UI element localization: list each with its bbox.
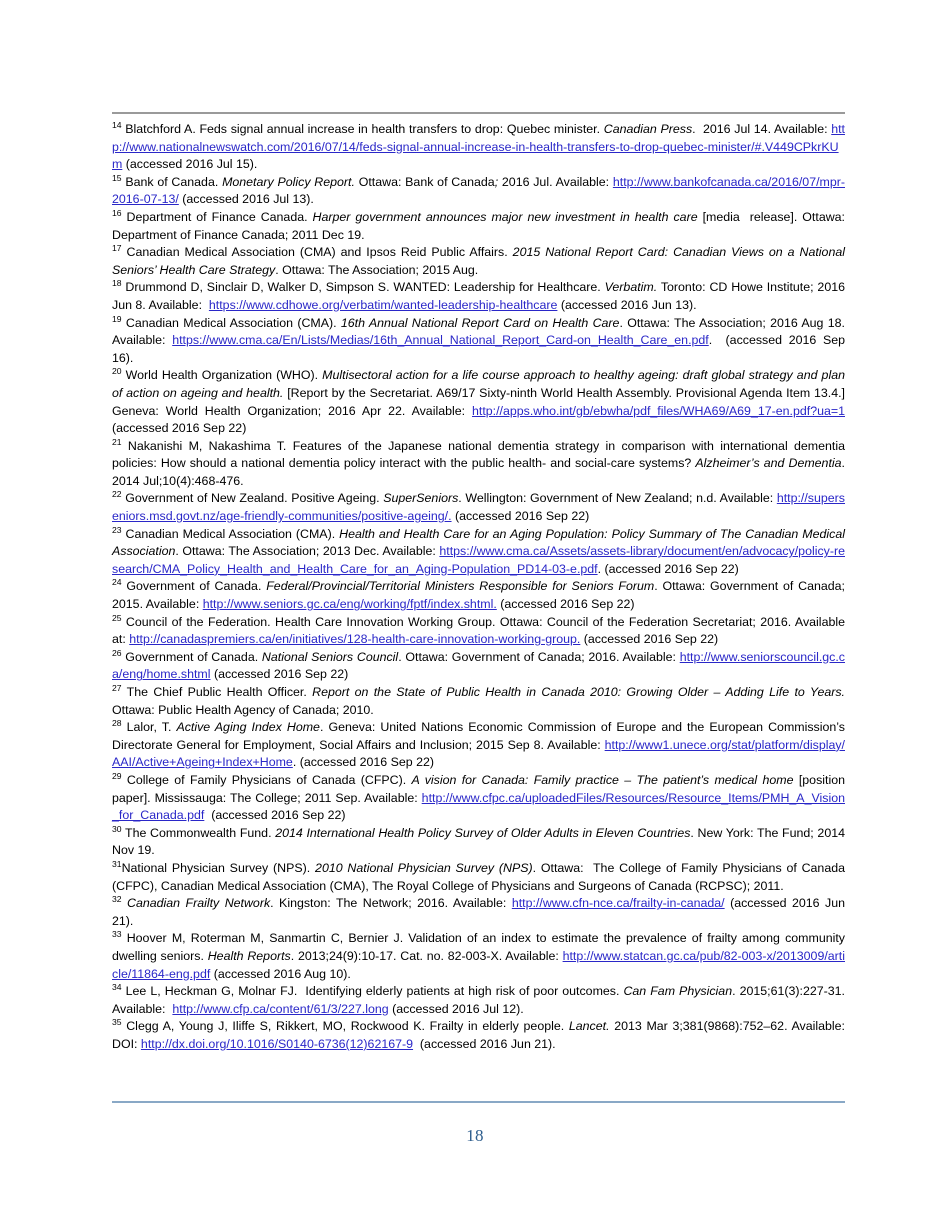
footnote-entry: [112, 1017, 849, 1053]
footnote-text: . (accessed 2016 Sep 16).: [112, 333, 849, 365]
footnote-number: 35: [112, 1017, 122, 1028]
footnote-text: Bank of Canada.: [121, 174, 223, 189]
footnote-link[interactable]: https://www.cdhowe.org/verbatim/wanted-leadership-healthcare: [208, 297, 558, 312]
footnote-entry: [112, 121, 845, 174]
footnote-title-italic: 16th Annual National Report Card on Health Care: [340, 315, 620, 330]
footnote-text: (accessed 2016 Sep 22): [451, 509, 590, 524]
footnote-text: Drummond D, Sinclair D, Walker D, Simpson S. WANTED: Leadership for Healthcare.: [121, 280, 605, 295]
footnote-text: (accessed 2016 Jul 13): [178, 192, 311, 207]
footnote-text: Clegg A, Young J, Iliffe S, Rikkert, MO, Rockwood K. Frailty in elderly people.: [121, 1019, 569, 1034]
footnote-text: (accessed 2016 Sep 22): [204, 808, 346, 823]
footnote-text: 2013 Mar 3;381(9868):752–62. Available: DOI:: [112, 1019, 849, 1051]
footer-separator-rule: [112, 1101, 845, 1103]
footnote-entry: [112, 366, 849, 437]
footnote-text: Lalor, T.: [121, 720, 177, 735]
footnote-entry: [112, 770, 849, 825]
footnote-number: 23: [112, 524, 122, 535]
footnote-text: (accessed 2016 Aug 10).: [210, 966, 351, 981]
footnote-text: . Ottawa: The Association; 2015 Aug.: [275, 262, 479, 277]
footnote-number: 15: [112, 172, 122, 183]
footnote-text: Canadian Medical Association (CMA) and Ipsos Reid Public Affairs.: [121, 245, 513, 260]
footnote-title-italic: Canadian Press: [603, 122, 693, 136]
footnote-title-italic: Canadian Frailty Network: [127, 896, 271, 911]
footnote-number: 31: [112, 858, 122, 869]
footnote-number: 21: [112, 436, 122, 447]
footnote-entry: [112, 207, 849, 244]
footnote-link[interactable]: http://superseniors.msd.govt.nz/age-friendly-communities/positive-ageing/.: [112, 491, 845, 524]
footnote-text: Government of Canada.: [121, 579, 267, 594]
footnote-text: . Ottawa: The College of Family Physicians of Canada (CFPC), Canadian Medical Association (CMA), The Royal College of Physicians and Surgeons of Canada (RCPSC); 2011.: [112, 860, 849, 893]
footnote-link[interactable]: http://www.bankofcanada.ca/2016/07/mpr-2016-07-13/: [112, 174, 845, 207]
footnote-entry: [112, 490, 845, 525]
footnote-text: Council of the Federation. Health Care Innovation Working Group. Ottawa: Council of the Federation Secretariat; 2016. Available at:: [112, 614, 849, 647]
footnote-number: 29: [112, 770, 122, 781]
footnote-title-italic: Report on the State of Public Health in Canada 2010: Growing Older – Adding Life to Years.: [312, 685, 845, 699]
footnote-text: .: [310, 192, 314, 207]
footnote-text: The Chief Public Health Officer.: [121, 685, 313, 699]
footnote-text: [Report by the Secretariat. A69/17 Sixty-ninth World Health Assembly. Provisional Agenda Item 13.4.] Geneva: World Health Organization; 2016 Apr 22. Available:: [112, 385, 849, 418]
footnote-number: 26: [112, 647, 122, 658]
footnote-title-italic: Monetary Policy Report.: [222, 174, 355, 189]
footnote-title-italic: Health and Health Care for an Aging Population: Policy Summary of The Canadian Medical Association: [112, 526, 848, 559]
footnote-text: World Health Organization (WHO).: [121, 368, 323, 383]
footnote-text: (accessed 2016 Sep 22): [210, 667, 349, 682]
footnote-separator-rule: [112, 112, 845, 114]
footnote-entry: [112, 524, 848, 579]
footnote-title-italic: SuperSeniors: [383, 491, 459, 506]
footnote-link[interactable]: http://canadaspremiers.ca/en/initiatives/128-health-care-innovation-working-group.: [129, 632, 581, 647]
footnote-text: . Kingston: The Network; 2016. Available:: [270, 896, 512, 911]
footnote-text: (accessed 2016 Jun 21).: [413, 1036, 556, 1051]
footnote-link[interactable]: http://www.seniors.gc.ca/eng/working/fptf/index.shtml.: [202, 597, 497, 612]
footnote-link[interactable]: http://dx.doi.org/10.1016/S0140-6736(12)62167-9: [140, 1036, 414, 1051]
footnote-link[interactable]: http://www.cfp.ca/content/61/3/227.long: [172, 1001, 389, 1016]
footnote-number: 25: [112, 612, 122, 623]
footnote-text: Canadian Medical Association (CMA).: [121, 315, 341, 330]
footnote-text: Ottawa: Public Health Agency of Canada; 2010.: [112, 685, 849, 717]
footnote-text: Canadian Medical Association (CMA).: [121, 526, 340, 541]
footnote-text: . Ottawa: The Association; 2016 Aug 18. Available:: [112, 315, 848, 348]
footnote-list: [112, 119, 849, 1053]
footnote-text: (accessed 2016 Jun 21).: [112, 896, 849, 928]
footnote-text: Toronto: CD Howe Institute; 2016 Jun 8. Available:: [112, 280, 849, 312]
footnote-text: . (accessed 2016 Sep 22): [597, 561, 739, 576]
footnote-text: Government of New Zealand. Positive Ageing.: [121, 491, 384, 506]
footnote-text: Blatchford A. Feds signal annual increase in health transfers to drop: Quebec minister.: [121, 122, 604, 136]
footnote-link[interactable]: http://www.cfpc.ca/uploadedFiles/Resources/Resource_Items/PMH_A_Vision_for_Canada.pdf: [112, 790, 845, 823]
footnote-entry: [112, 278, 849, 314]
footnote-number: 20: [112, 366, 122, 377]
footnote-number: 27: [112, 682, 122, 693]
footnote-text: [media release]. Ottawa: Department of Finance Canada; 2011 Dec 19.: [112, 209, 849, 242]
page-number: 18: [466, 1126, 484, 1145]
footnote-entry: [112, 929, 849, 983]
footnote-link[interactable]: http://www.seniorscouncil.gc.ca/eng/home.shtml: [112, 649, 845, 682]
footnote-title-italic: National Seniors Council: [261, 649, 399, 664]
footnote-entry: [112, 858, 849, 895]
footnote-text: . New York: The Fund; 2014 Nov 19.: [112, 825, 849, 858]
footnote-link[interactable]: https://www.cma.ca/Assets/assets-library/document/en/advocacy/policy-research/CMA_Policy_Health_and_Health_Care_for_an_Aging-Population_PD14-03-e.pdf: [112, 544, 845, 576]
footnote-text: (accessed 2016 Jul 15).: [122, 157, 258, 172]
footnote-text: Lee L, Heckman G, Molnar FJ. Identifying elderly patients at high risk of poor outcomes.: [121, 984, 624, 999]
footnote-title-italic: 2015 National Report Card: Canadian Views on a National Seniors’ Health Care Strategy: [112, 245, 849, 277]
footnote-number: 28: [112, 718, 122, 729]
footnote-number: 19: [112, 313, 122, 324]
footnote-title-italic: Federal/Provincial/Territorial Ministers Responsible for Seniors Forum: [266, 579, 655, 594]
footnote-text: Ottawa: Bank of Canada: [354, 174, 495, 189]
footnote-entry: [112, 436, 849, 491]
footnote-text: Government of Canada.: [121, 649, 262, 664]
footnote-number: 32: [112, 894, 122, 904]
footnote-link[interactable]: http://www.statcan.gc.ca/pub/82-003-x/2013009/article/11864-eng.pdf: [112, 948, 845, 981]
footnote-number: 33: [112, 929, 122, 940]
footnote-link[interactable]: http://www.cfn-nce.ca/frailty-in-canada/: [511, 896, 725, 911]
footnote-text: (accessed 2016 Jun 13).: [557, 297, 697, 312]
footnote-text: . Ottawa: Government of Canada; 2016. Available:: [398, 649, 680, 664]
footnote-title-italic: Health Reports: [207, 948, 291, 963]
footnote-number: 24: [112, 577, 122, 588]
footnote-text: (accessed 2016 Sep 22): [112, 403, 849, 436]
footnote-text: National Physician Survey (NPS).: [121, 860, 316, 875]
footnote-text: . Wellington: Government of New Zealand; n.d. Available:: [458, 491, 777, 506]
footnote-entry: [112, 981, 848, 1018]
footnote-title-italic: Active Aging Index Home: [176, 720, 320, 735]
footnote-text: 2016 Jul. Available:: [498, 174, 613, 189]
footnote-number: 30: [112, 823, 122, 834]
footnote-text: . 2015;61(3):227-31. Available:: [112, 984, 848, 1016]
footnote-title-italic: A vision for Canada: Family practice – The patient’s medical home: [411, 772, 794, 787]
footnote-entry: [112, 718, 849, 772]
footnote-title-italic: Can Fam Physician: [623, 984, 733, 999]
footnote-number: 14: [112, 119, 122, 130]
footnote-text: College of Family Physicians of Canada (CFPC).: [121, 772, 412, 787]
footnote-text: . 2016 Jul 14. Available:: [692, 122, 832, 136]
footnote-text: . Ottawa: Government of Canada; 2015. Available:: [112, 579, 849, 612]
footnote-title-italic: Alzheimer’s and Dementia: [695, 456, 842, 471]
footnote-entry: [112, 577, 849, 613]
footnote-text: . Ottawa: The Association; 2013 Dec. Available:: [175, 544, 440, 559]
footnote-entry: [112, 682, 849, 719]
footnote-text: . 2014 Jul;10(4):468-476.: [112, 456, 849, 488]
footnote-title-italic: Harper government announces major new investment in health care: [312, 209, 698, 224]
footnote-title-italic: 2014 International Health Policy Survey of Older Adults in Eleven Countries: [275, 825, 691, 840]
footnote-entry: [112, 894, 849, 930]
footnote-text: . (accessed 2016 Sep 22): [292, 755, 435, 770]
footnote-text: Department of Finance Canada.: [121, 209, 313, 224]
footnote-text: The Commonwealth Fund.: [121, 825, 276, 840]
footnote-link[interactable]: http://www.nationalnewswatch.com/2016/07/14/feds-signal-annual-increase-in-health-transfers-to-drop-quebec-minister/#.V449CPkrKUm: [112, 122, 845, 172]
footnote-number: 34: [112, 981, 122, 992]
footnote-title-italic: Verbatim.: [604, 280, 658, 295]
footnote-link[interactable]: https://www.cma.ca/En/Lists/Medias/16th_Annual_National_Report_Card-on_Health_Care_en.pdf: [172, 333, 709, 348]
footnote-link[interactable]: http://www1.unece.org/stat/platform/display/AAI/Active+Ageing+Index+Home: [112, 737, 845, 770]
footnote-entry: [112, 243, 849, 279]
footnote-number: 16: [112, 207, 122, 218]
footnote-text: (accessed 2016 Sep 22): [580, 632, 719, 647]
footnote-title-italic: Lancet.: [568, 1019, 610, 1034]
footnote-text: . 2013;24(9):10-17. Cat. no. 82-003-X. Available:: [290, 948, 563, 963]
footnote-text: (accessed 2016 Sep 22): [496, 597, 635, 612]
footnote-text: Nakanishi M, Nakashima T. Features of the Japanese national dementia strategy in comparison with international dementia policies: How should a national dementia policy interact with the public health- and social-care systems?: [112, 438, 849, 471]
footnote-entry: [112, 612, 849, 649]
footnote-title-italic: ;: [494, 174, 499, 189]
footnote-text: Hoover M, Roterman M, Sanmartin C, Bernier J. Validation of an index to estimate the prevalence of frailty among community dwelling seniors.: [112, 931, 849, 963]
footnote-number: 18: [112, 278, 122, 289]
footnote-text: . Geneva: United Nations Economic Commission of Europe and the European Commission’s Directorate General for Employment, Social Affairs and Inclusion; 2015 Sep 8. Available:: [112, 720, 849, 752]
footnote-entry: [112, 823, 849, 860]
footnote-text: [position paper]. Mississauga: The College; 2011 Sep. Available:: [112, 772, 849, 805]
footnote-title-italic: 2010 National Physician Survey (NPS): [315, 860, 533, 875]
footnotes-section: [112, 112, 849, 1053]
footnote-number: 22: [112, 489, 122, 500]
footnote-entry: [112, 174, 845, 209]
footnote-text: (accessed 2016 Jul 12).: [388, 1001, 524, 1016]
footnote-title-italic: Multisectoral action for a life course approach to healthy ageing: draft global strategy and plan of action on ageing and health.: [112, 368, 849, 400]
footnote-link[interactable]: http://apps.who.int/gb/ebwha/pdf_files/WHA69/A69_17-en.pdf?ua=1: [471, 403, 845, 418]
footnote-entry: [112, 649, 845, 684]
footnote-entry: [112, 313, 849, 368]
footnote-number: 17: [112, 243, 122, 254]
